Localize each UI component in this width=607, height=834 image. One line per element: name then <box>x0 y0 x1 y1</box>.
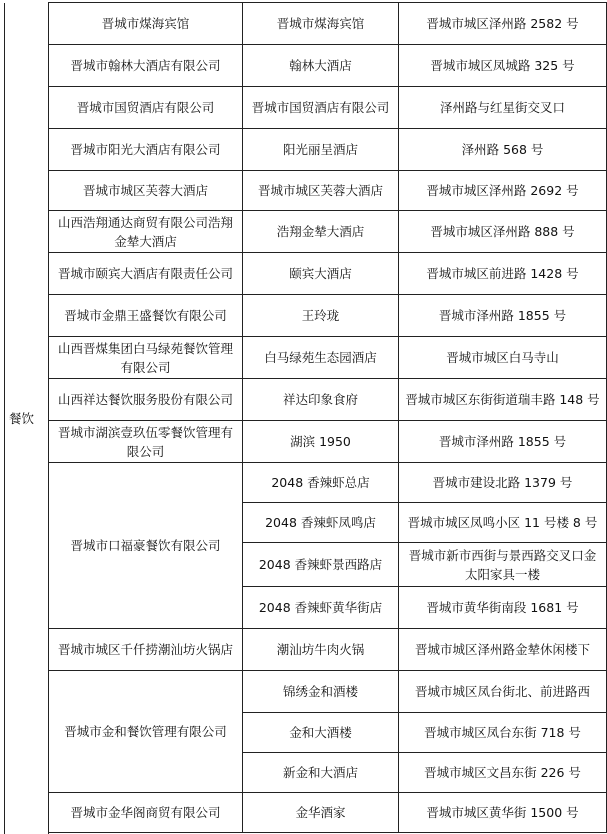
table-row <box>5 45 607 87</box>
store-cell: 2048 香辣虾黄华街店 <box>243 587 399 629</box>
store-cell: 湖滨 1950 <box>243 421 399 463</box>
address-cell: 泽州路 568 号 <box>399 129 607 171</box>
address-cell: 晋城市城区凤鸣小区 11 号楼 8 号 <box>399 503 607 543</box>
store-cell: 新金和大酒店 <box>243 753 399 793</box>
address-cell: 泽州路与红星街交叉口 <box>399 87 607 129</box>
address-cell: 晋城市新市西街与景西路交叉口金太阳家具一楼 <box>399 543 607 587</box>
category-label: 餐饮 <box>9 410 35 426</box>
address-cell: 晋城市城区凤台东街 718 号 <box>399 713 607 753</box>
company-cell: 晋城市金华阁商贸有限公司 <box>49 793 243 833</box>
address-cell: 晋城市城区泽州路 888 号 <box>399 211 607 253</box>
address-cell: 晋城市城区东街街道瑞丰路 148 号 <box>399 379 607 421</box>
address-cell: 晋城市城区泽州路金辇休闲楼下 <box>399 629 607 671</box>
address-cell: 晋城市城区泽州路 2692 号 <box>399 171 607 211</box>
address-cell: 晋城市城区黄华街 1500 号 <box>399 793 607 833</box>
company-cell: 晋城市翰林大酒店有限公司 <box>49 45 243 87</box>
company-cell: 晋城市阳光大酒店有限公司 <box>49 129 243 171</box>
company-cell: 晋城市颐宾大酒店有限责任公司 <box>49 253 243 295</box>
store-cell: 潮汕坊牛肉火锅 <box>243 629 399 671</box>
store-cell: 王玲珑 <box>243 295 399 337</box>
store-cell: 2048 香辣虾总店 <box>243 463 399 503</box>
company-cell: 山西祥达餐饮服务股份有限公司 <box>49 379 243 421</box>
table-row <box>5 211 607 253</box>
store-cell: 金和大酒楼 <box>243 713 399 753</box>
address-cell: 晋城市泽州路 1855 号 <box>399 421 607 463</box>
company-cell: 晋城市金和餐饮管理有限公司 <box>49 671 243 793</box>
company-cell: 山西浩翔通达商贸有限公司浩翔金辇大酒店 <box>49 211 243 253</box>
store-cell: 锦绣金和酒楼 <box>243 671 399 713</box>
restaurant-table <box>4 2 607 834</box>
table-row <box>5 463 607 503</box>
address-cell: 晋城市城区文昌东街 226 号 <box>399 753 607 793</box>
company-cell: 晋城市金鼎王盛餐饮有限公司 <box>49 295 243 337</box>
store-cell: 阳光丽呈酒店 <box>243 129 399 171</box>
address-cell: 晋城市城区白马寺山 <box>399 337 607 379</box>
address-cell: 晋城市城区前进路 1428 号 <box>399 253 607 295</box>
store-cell: 颐宾大酒店 <box>243 253 399 295</box>
company-cell: 晋城市湖滨壹玖伍零餐饮管理有限公司 <box>49 421 243 463</box>
store-cell: 晋城市国贸酒店有限公司 <box>243 87 399 129</box>
table-row <box>5 629 607 671</box>
store-cell: 2048 香辣虾凤鸣店 <box>243 503 399 543</box>
company-cell: 晋城市口福豪餐饮有限公司 <box>49 463 243 629</box>
store-cell: 金华酒家 <box>243 793 399 833</box>
address-cell: 晋城市建设北路 1379 号 <box>399 463 607 503</box>
table-row <box>5 379 607 421</box>
store-cell: 晋城市煤海宾馆 <box>243 3 399 45</box>
table-row <box>5 421 607 463</box>
store-cell: 晋城市城区芙蓉大酒店 <box>243 171 399 211</box>
table-row <box>5 295 607 337</box>
table-row <box>5 671 607 713</box>
table-row <box>5 793 607 833</box>
table-row <box>5 337 607 379</box>
address-cell: 晋城市城区泽州路 2582 号 <box>399 3 607 45</box>
company-cell: 晋城市国贸酒店有限公司 <box>49 87 243 129</box>
address-cell: 晋城市黄华街南段 1681 号 <box>399 587 607 629</box>
table-row <box>5 253 607 295</box>
category-cell <box>5 3 49 834</box>
company-cell: 晋城市城区芙蓉大酒店 <box>49 171 243 211</box>
table-row <box>5 87 607 129</box>
store-cell: 翰林大酒店 <box>243 45 399 87</box>
table-row <box>5 129 607 171</box>
company-cell: 晋城市城区千仟捞潮汕坊火锅店 <box>49 629 243 671</box>
store-cell: 浩翔金辇大酒店 <box>243 211 399 253</box>
table-row <box>5 3 607 45</box>
store-cell: 祥达印象食府 <box>243 379 399 421</box>
store-cell: 2048 香辣虾景西路店 <box>243 543 399 587</box>
table-row <box>5 171 607 211</box>
company-cell: 晋城市煤海宾馆 <box>49 3 243 45</box>
address-cell: 晋城市城区凤台街北、前进路西 <box>399 671 607 713</box>
address-cell: 晋城市泽州路 1855 号 <box>399 295 607 337</box>
store-cell: 白马绿苑生态园酒店 <box>243 337 399 379</box>
company-cell: 山西晋煤集团白马绿苑餐饮管理有限公司 <box>49 337 243 379</box>
address-cell: 晋城市城区凤城路 325 号 <box>399 45 607 87</box>
